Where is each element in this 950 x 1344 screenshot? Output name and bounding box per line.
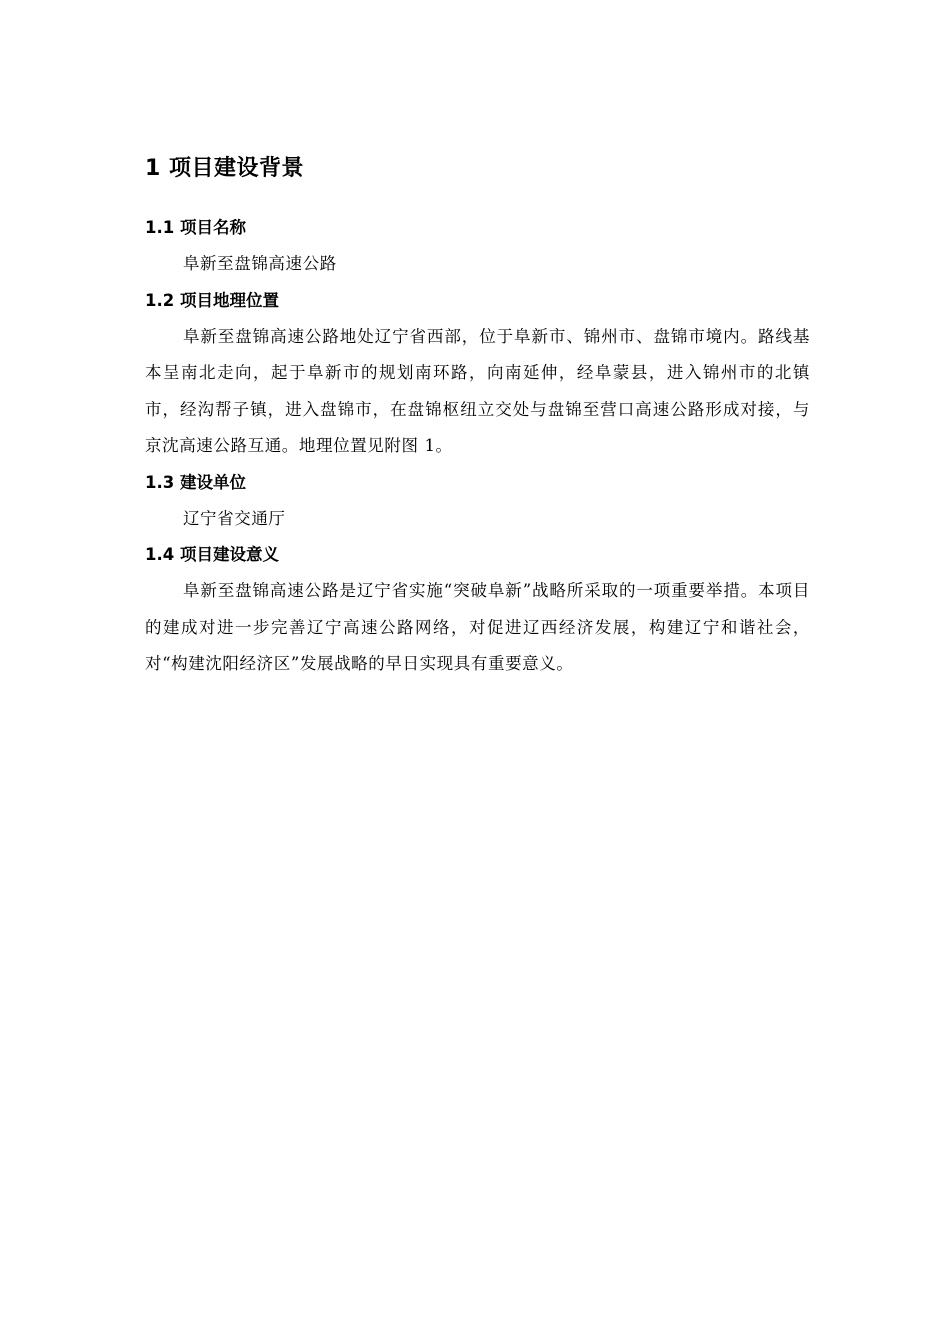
document-content xyxy=(145,152,810,683)
section-heading: 1.2 项目地理位置 xyxy=(145,290,279,310)
section-heading: 1.1 项目名称 xyxy=(145,218,246,237)
section-heading: 1.3 建设单位 xyxy=(145,472,246,492)
section-paragraph: 辽宁省交通厅 xyxy=(182,508,286,528)
section-heading: 1.4 项目建设意义 xyxy=(145,545,279,564)
section-construction-unit xyxy=(145,465,810,538)
section-paragraph: 阜新至盘锦高速公路 xyxy=(182,254,337,273)
section-significance xyxy=(145,537,810,683)
section-paragraph: 阜新至盘锦高速公路是辽宁省实施“突破阜新”战略所采取的一项重要举措。本项目的建成对进一步完善辽宁高速公路网络，对促进辽西经济发展，构建辽宁和谐社会，对“构建沈阳经济区”发展战略的早日实现具有重要意义。 xyxy=(145,581,810,673)
section-paragraph: 阜新至盘锦高速公路地处辽宁省西部，位于阜新市、锦州市、盘锦市境内。路线基本呈南北走向，起于阜新市的规划南环路，向南延伸，经阜蒙县，进入锦州市的北镇市，经沟帮子镇，进入盘锦市，在盘锦枢纽立交处与盘锦至营口高速公路形成对接，与京沈高速公路互通。地理位置见附图 1。 xyxy=(145,326,810,455)
section-project-name xyxy=(145,210,810,283)
chapter-title: 1 项目建设背景 xyxy=(145,156,304,181)
section-geographic-location xyxy=(145,283,810,465)
